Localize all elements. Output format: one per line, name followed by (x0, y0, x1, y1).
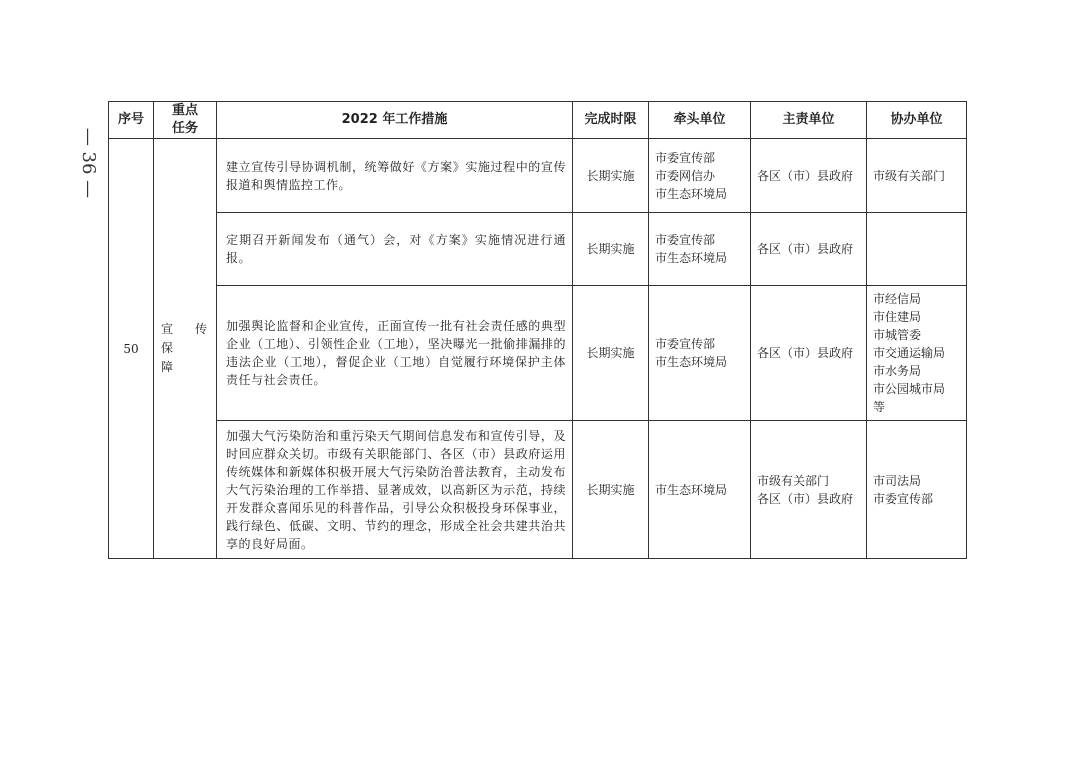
lead-unit: 市委宣传部 (655, 150, 716, 165)
header-measures: 2022 年工作措施 (217, 102, 573, 139)
work-measures-table (108, 101, 967, 559)
lead-unit: 市生态环境局 (655, 355, 728, 369)
assist-unit: 市交通运输局 (873, 346, 946, 360)
header-row (109, 102, 967, 139)
assist-unit: 市城管委 (873, 328, 922, 342)
lead-unit-cell (649, 421, 751, 559)
measure-cell: 加强大气污染防治和重污染天气期间信息发布和宣传引导，及时回应群众关切。市级有关职能部门、各区（市）县政府运用传统媒体和新媒体积极开展大气污染防治普法教育，主动发布大气污染治理的工作举措、显著成效，以高新区为示范，持续开发群众喜闻乐见的科普作品，引导公众积极投身环保事业，践行绿色、低碳、文明、节约的理念，形成全社会共建共治共享的良好局面。 (217, 421, 573, 559)
assist-unit-cell (867, 213, 967, 286)
measure-cell: 定期召开新闻发布（通气）会，对《方案》实施情况进行通报。 (217, 213, 573, 286)
key-task-cell (154, 139, 217, 559)
assist-unit-cell (867, 139, 967, 213)
lead-unit: 市生态环境局 (655, 482, 728, 497)
main-unit: 各区（市）县政府 (757, 491, 854, 506)
assist-unit: 市级有关部门 (873, 168, 946, 183)
measure-cell: 加强舆论监督和企业宣传，正面宣传一批有社会责任感的典型企业（工地）、引领性企业（工地），坚决曝光一批偷排漏排的违法企业（工地），督促企业（工地）自觉履行环境保护主体责任与社会责任。 (217, 286, 573, 421)
assist-unit: 市水务局 (873, 364, 922, 378)
lead-unit-cell (649, 139, 751, 213)
key-task-line1: 宣 传 保 (161, 322, 209, 355)
lead-unit-cell (649, 286, 751, 421)
assist-unit: 市经信局 (873, 292, 922, 306)
header-lead-unit: 牵头单位 (649, 102, 751, 139)
header-key-task (154, 102, 217, 139)
main-unit-cell (751, 421, 867, 559)
table-row (109, 213, 967, 286)
assist-unit-cell (867, 421, 967, 559)
main-unit-cell (751, 139, 867, 213)
header-deadline: 完成时限 (573, 102, 649, 139)
header-main-unit: 主责单位 (751, 102, 867, 139)
deadline-cell: 长期实施 (573, 213, 649, 286)
seq-cell: 50 (109, 139, 154, 559)
lead-unit: 市委宣传部 (655, 337, 716, 351)
header-seq: 序号 (109, 102, 154, 139)
deadline-cell: 长期实施 (573, 286, 649, 421)
main-unit: 各区（市）县政府 (757, 168, 854, 183)
key-task-line2: 障 (161, 360, 176, 374)
page-number: — 36 — (78, 127, 100, 199)
assist-unit: 市公园城市局 (873, 382, 946, 396)
measure-cell: 建立宣传引导协调机制，统筹做好《方案》实施过程中的宣传报道和舆情监控工作。 (217, 139, 573, 213)
assist-unit: 市司法局 (873, 473, 922, 488)
header-assist-unit: 协办单位 (867, 102, 967, 139)
main-unit-cell (751, 213, 867, 286)
deadline-cell: 长期实施 (573, 139, 649, 213)
header-key-task-line1: 重点 (171, 103, 198, 118)
lead-unit: 市生态环境局 (655, 186, 728, 201)
deadline-cell: 长期实施 (573, 421, 649, 559)
assist-unit-cell (867, 286, 967, 421)
header-key-task-line2: 任务 (171, 121, 198, 136)
lead-unit: 市生态环境局 (655, 251, 728, 265)
assist-unit: 等 (873, 400, 886, 414)
main-unit: 市级有关部门 (757, 473, 830, 488)
main-unit: 各区（市）县政府 (757, 242, 854, 256)
main-unit-cell (751, 286, 867, 421)
table-row (109, 421, 967, 559)
main-unit: 各区（市）县政府 (757, 346, 854, 360)
assist-unit: 市委宣传部 (873, 491, 934, 506)
assist-unit: 市住建局 (873, 310, 922, 324)
lead-unit: 市委宣传部 (655, 233, 716, 247)
table-row (109, 286, 967, 421)
lead-unit-cell (649, 213, 751, 286)
lead-unit: 市委网信办 (655, 168, 716, 183)
table-row (109, 139, 967, 213)
